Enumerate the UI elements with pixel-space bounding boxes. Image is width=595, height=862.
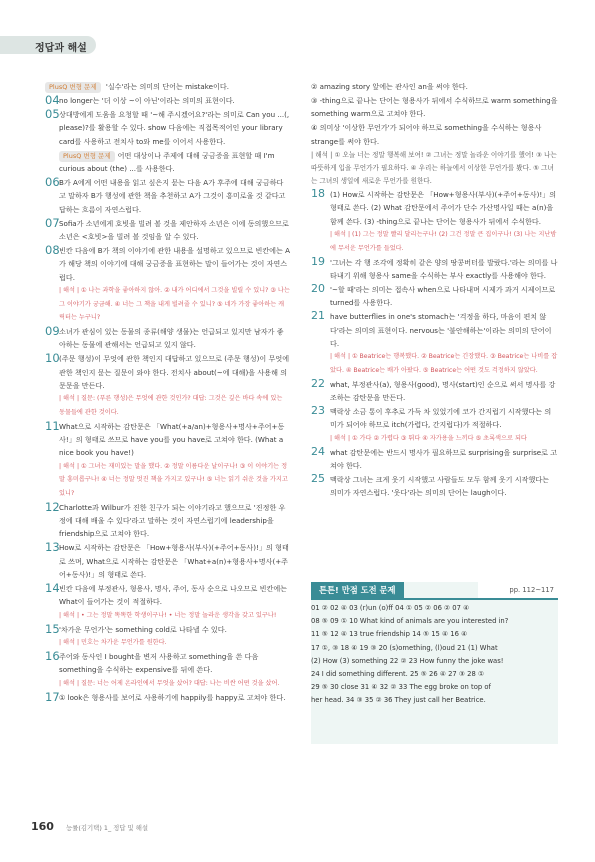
left-explanation-item — [45, 244, 290, 324]
answer-row: 17 ①, ③ 18 ④ 19 ③ 20 (s)omething, (l)oud 21 (1) What — [311, 643, 498, 652]
translation-text: | 해석 | ① 오늘 너는 정말 행복해 보여! ② 그녀는 정말 놀라운 이야기를 했어! ③ 나는 따뜻하게 입을 무언가가 필요하다. ④ 우리는 하늘에서 이상한 무언가를 봤다. ⑤ 그녀는 그녀의 생일에 새로운 무언가를 원한다. — [311, 150, 557, 185]
translation-note: | 해석 | ① 나는 과학을 좋아하지 않아. ② 내가 어디에서 그것을 빌릴 수 있니? ③ 나는 그 이야기가 궁금해. ④ 너는 그 책을 내게 빌려줄 수 있니? ⑤ 네가 가장 좋아하는 캐릭터는 누구니? — [59, 287, 290, 321]
item-text: 빈칸 다음에 부정관사, 형용사, 명사, 주어, 동사 순으로 나오므로 빈칸에는 What이 들어가는 것이 적절하다. — [59, 584, 288, 607]
item-body — [59, 623, 290, 636]
item-number: 11 — [45, 418, 60, 433]
item-text: ① look은 형용사를 보어로 사용하기에 happily를 happy로 고쳐야 한다. — [59, 692, 286, 702]
answer-section-pages: pp. 112~117 — [478, 582, 558, 598]
item-text: '그녀는 각 행 조각에 정확히 같은 양의 땅콩버터를 발랐다.'라는 의미를 나타내기 위해 형용사 same을 수식하는 부사 exactly를 사용해야 한다. — [330, 257, 558, 280]
translation-note: | 해석 | ① Beatrice는 행복했다. ② Beatrice는 긴장했다. ③ Beatrice는 나비를 잡았다. ④ Beatrice는 배가 아팠다. ⑤ Beatrice는 어떤 것도 걱정하지 않았다. — [330, 353, 558, 374]
plusq-badge: PlusQ 변형 문제 — [59, 151, 115, 162]
translation-note: | 해석 | 질문: 너는 어제 온라인에서 무엇을 샀어? 대답: 나는 비싼 어떤 것을 샀어. — [59, 679, 280, 687]
item-text: no longer는 '더 이상 ~이 아닌'이라는 의미의 표현이다. — [59, 95, 235, 105]
item-number: 15 — [45, 621, 60, 636]
item-text: what, 부정관사(a), 형용사(good), 명사(start)인 순으로 써서 명사를 강조하는 감탄문을 만든다. — [330, 379, 556, 403]
item-body — [330, 378, 558, 405]
left-column — [45, 80, 290, 705]
left-explanation-item — [45, 420, 290, 500]
answer-row: (2) How (3) something 22 ② 23 How funny the joke was! — [311, 656, 504, 665]
plusq-badge: PlusQ 변형 문제 — [45, 82, 101, 93]
item-text: Charlotte과 Wilbur가 진한 친구가 되는 이야기라고 했으므로 '진정한 우정에 대해 배울 수 있다'라고 말하는 것이 자연스럽기에 leadership을 friendship으로 고쳐야 한다. — [59, 502, 286, 539]
item-body — [59, 541, 290, 581]
item-number: 08 — [45, 242, 60, 257]
item-text: 맥락상 그녀는 크게 웃기 시작했고 사람들도 모두 함께 웃기 시작했다는 의미가 자연스럽다. '웃다'라는 의미의 단어는 laugh이다. — [330, 475, 550, 498]
right-explanation-item — [311, 405, 558, 445]
item-text: What으로 시작하는 감탄문은 「What(+a/an)+형용사+명사+주어+동사!」의 형태로 쓰므로 have you를 you have로 고쳐야 한다. (What a nice book you have!) — [59, 421, 285, 458]
item-body — [59, 582, 290, 609]
left-explanation-item — [45, 691, 290, 704]
item-number: 22 — [311, 376, 325, 390]
section-header-label: 정답과 해설 — [35, 43, 87, 54]
right-explanation-item — [311, 283, 558, 310]
right-explanation-item — [311, 378, 558, 405]
item-text: B가 A에게 어떤 내용을 읽고 싶은지 묻는 다음 A가 후주에 대해 궁금하다고 말하자 B가 행성에 관한 책을 추천하고 A가 그것이 흥미로울 것 같다고 답하는 흐름이 자연스럽다. — [59, 177, 286, 214]
item-body — [59, 650, 290, 677]
right-explanation-item — [311, 256, 558, 283]
item-body — [330, 446, 558, 473]
item-number: 06 — [45, 174, 60, 189]
answer-section-title — [311, 582, 404, 598]
left-explanation-item — [45, 541, 290, 581]
item-number: 24 — [311, 444, 325, 458]
answer-row: 01 ② 02 ④ 03 (r)un (o)ff 04 ① 05 ② 06 ② 07 ④ — [311, 604, 470, 612]
item-body — [59, 691, 290, 704]
item-body — [330, 188, 558, 228]
item-body — [330, 256, 558, 283]
item-body — [59, 420, 290, 460]
left-explanation-item — [45, 650, 290, 690]
item-number: 23 — [311, 404, 325, 418]
item-number: 25 — [311, 472, 325, 486]
right-explanation-item — [311, 188, 558, 255]
item-body — [59, 108, 290, 148]
item-number: 12 — [45, 499, 60, 514]
item-body — [330, 405, 558, 432]
left-explanation-item — [45, 108, 290, 148]
translation-note: | 해석 | 민호는 차가운 무언가를 원한다. — [59, 639, 167, 647]
item-text: what 감탄문에는 반드시 명사가 필요하므로 surprising을 surprise로 고쳐야 한다. — [330, 447, 558, 471]
item-body — [330, 283, 558, 310]
footer-book-title: 능률(김기택) 1_ 정답 및 해설 — [66, 824, 149, 832]
answer-key — [311, 602, 558, 708]
item-text: (1) How로 시작하는 감탄문은 「How+형용사(부사)(+주어+동사)!」의 형태로 쓴다. (2) What 감탄문에서 주어가 단수 가산명사일 때는 a(n)을 함께 쓴다. (3) -thing으로 끝나는 단어는 형용사가 뒤에서 수식한다. — [330, 190, 557, 226]
item-text: 주어와 동사인 I bought을 변저 사용하고 something을 쓴 다음 something을 수식하는 expensive를 뒤에 쓴다. — [59, 652, 259, 675]
item-body — [59, 94, 290, 107]
item-number: 20 — [311, 281, 325, 295]
item-body — [330, 473, 558, 500]
answer-row: her head. 34 ③ 35 ② 36 They just call her Beatrice. — [311, 696, 486, 705]
translation-note: | 해석 | 질문: (푸른 행성)은 무엇에 관한 것인가? 대답: 그것은 깊은 바다 속에 있는 동물들에 관한 것이다. — [59, 395, 283, 416]
item-body — [59, 325, 290, 352]
left-explanation-item — [45, 94, 290, 107]
right-item-list — [311, 188, 558, 500]
item-text: 상대방에게 도움을 요청할 때 '~해 주시겠어요?'라는 의미로 Can you ...(, please)?를 활용할 수 있다. show 다음에는 직접목적어인 your library card를 사용하고 전치사 to와 me를 이어서 사용한다. — [59, 109, 290, 146]
item-body — [330, 310, 558, 350]
item-text: '차가운 무언가'는 something cold로 나타낼 수 있다. — [59, 624, 227, 634]
right-lead-paragraphs — [311, 80, 558, 148]
answer-section-title-text: 튼튼! 만점 도전 문제 — [319, 585, 396, 595]
item-number: 19 — [311, 254, 325, 268]
right-explanation-item — [311, 473, 558, 500]
translation-note: | 해석 | • 그는 정말 똑똑한 학생이구나! • 너는 정말 놀라운 생각을 갖고 있구나! — [59, 611, 277, 619]
item-text: '~할 때'라는 의미는 접속사 when으로 나타내며 시제가 과거 시제이므로 turned를 사용한다. — [330, 284, 556, 308]
answer-row: 29 ⑤ 30 close 31 ④ 32 ② 33 The egg broke on top of — [311, 683, 491, 692]
item-text: (주문 행성)이 무엇에 관한 책인지 대답하고 있으므로 (주문 행성)이 무엇에 관한 책인지 묻는 질문이 와야 한다. 전치사 about(~에 대해)을 사용해 의문문을 만든다. — [59, 354, 290, 390]
answer-row: 24 I did something different. 25 ⑤ 26 ④ 27 ③ 28 ① — [311, 670, 485, 679]
item-number: 16 — [45, 649, 60, 664]
answer-section-rule — [311, 598, 558, 600]
item-text: How로 시작하는 감탄문은 「How+형용사(부사)(+주어+동사)!」의 형태로 쓰며, What으로 시작하는 감탄문은 「What+a(n)+형용사+명사(+주어+동사)!」의 형태로 쓴다. — [59, 543, 289, 580]
item-body — [59, 352, 290, 392]
item-text: 어떤 대상이나 주제에 대해 궁금증을 표현할 때 I'm curious about (the) ...를 사용한다. — [59, 150, 275, 173]
lead-paragraph: ④ 의미상 '이상한 무언가'가 되어야 하므로 something을 수식하는 형용사 strange를 써야 한다. — [311, 123, 542, 146]
item-number: 07 — [45, 215, 60, 230]
right-explanation-item — [311, 446, 558, 473]
item-body — [59, 176, 290, 216]
left-explanation-item — [45, 623, 290, 650]
translation-note: | 해석 | ① 그녀는 재미있는 말을 했다. ② 정말 이름다운 날이구나! ③ 이 이야기는 정말 흥미롭구나! ④ 너는 정말 멋진 책을 가지고 있구나! ⑤ 너는 읽기 쉬운 것을 가지고 있니? — [59, 462, 288, 497]
left-explanation-item — [45, 176, 290, 216]
right-column — [311, 80, 558, 500]
page-number: 160 — [31, 820, 54, 833]
translation-note: | 해석 | ① 가다 ② 가렵다 ③ 뛰다 ④ 자가용을 느끼다 ⑤ 초록색으로 되다 — [330, 434, 527, 442]
item-text: 맥락상 소금 통이 후추로 가득 차 있었기에 코가 간지럽기 시작했다는 의미가 되어야 하므로 itch(가렵다, 간지럽다)가 적절하다. — [330, 407, 552, 430]
left-explanation-item — [45, 352, 290, 419]
item-text: 소녀가 관심이 있는 동물의 종류(해양 생물)는 언급되고 있지만 남자가 좋아하는 동물에 관해서는 언급되고 있지 않다. — [59, 326, 284, 350]
translation-note — [311, 149, 558, 188]
left-explanation-item — [45, 325, 290, 352]
answer-row: 08 ⑤ 09 ① 10 What kind of animals are you interested in? — [311, 617, 509, 626]
intro-paragraph — [45, 80, 290, 93]
item-text: have butterflies in one's stomach는 '걱정을 하다, 마음이 편치 않다'라는 의미의 표현이다. nervous는 '불안해하는'이라는 의미의 단어이다. — [330, 312, 552, 348]
lead-paragraph: ③ -thing으로 끝나는 단어는 형용사가 뒤에서 수식하므로 warm something을 something warm으로 고쳐야 한다. — [311, 95, 558, 119]
item-number: 10 — [45, 351, 60, 366]
translation-note: | 해석 | (1) 그는 정말 빨리 달리는구나! (2) 그건 정말 큰 집이구나! (3) 나는 지난밤에 무서운 무언가를 들었다. — [330, 231, 557, 252]
left-explanation-item — [45, 501, 290, 541]
item-text: Sofia가 소년에게 호빗을 빌려 볼 것을 제안하자 소년은 이에 동의했으므로 소년은 <호빗>을 빌려 볼 것임을 알 수 있다. — [59, 218, 289, 241]
item-number: 17 — [45, 689, 60, 704]
item-body — [59, 217, 290, 244]
item-number: 05 — [45, 106, 60, 121]
item-body — [59, 501, 290, 541]
section-header-tab — [0, 36, 96, 54]
left-explanation-item — [45, 582, 290, 622]
item-number: 13 — [45, 540, 60, 555]
item-text: 빈칸 다음에 B가 책의 이야기에 관한 내용을 설명하고 있으므로 빈칸에는 A가 해당 책의 이야기에 대해 궁금증을 표현하는 말이 들어가는 것이 자연스럽다. — [59, 245, 290, 282]
left-item-list — [45, 94, 290, 704]
intro-text: '실수'라는 의미의 단어는 mistake이다. — [105, 82, 229, 91]
item-number: 18 — [311, 187, 325, 201]
item-number: 09 — [45, 323, 60, 338]
item-number: 04 — [45, 92, 60, 107]
item-number: 21 — [311, 309, 325, 323]
item-number: 14 — [45, 581, 60, 596]
left-explanation-item — [45, 217, 290, 244]
lead-paragraph: ② amazing story 앞에는 관사인 an을 써야 한다. — [311, 82, 468, 91]
left-explanation-item — [45, 149, 290, 176]
right-explanation-item — [311, 310, 558, 377]
item-body — [59, 149, 290, 176]
answer-row: 11 ⑤ 12 ④ 13 true friendship 14 ⑤ 15 ④ 16 ④ — [311, 630, 468, 639]
item-body — [59, 244, 290, 284]
